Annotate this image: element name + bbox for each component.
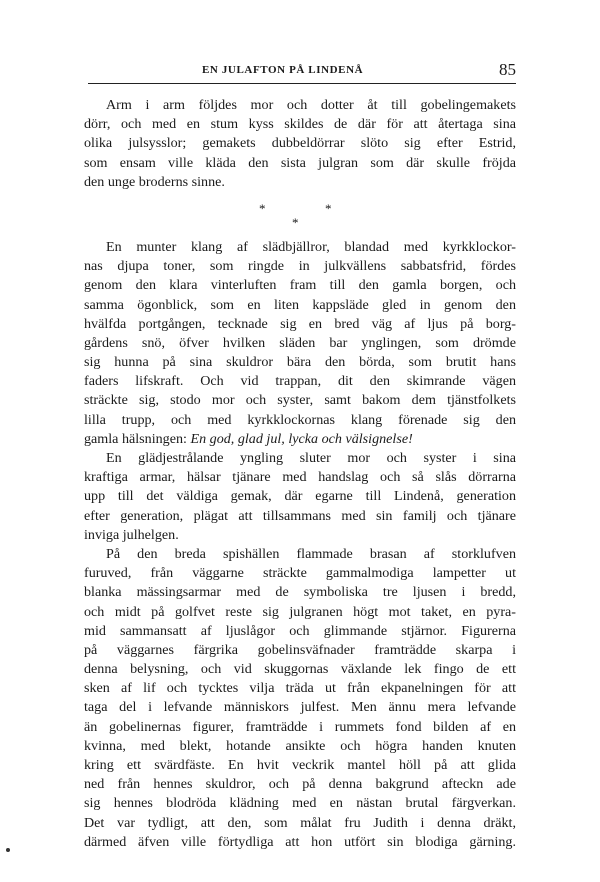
body-text [84,96,516,852]
text-line: kvinna, med blekt, hotande ansikte och högra handen knuten [84,737,516,754]
text-line: gårdens snö, öfver hvilken släden bar ynglingen, som drömde [84,334,516,351]
text-line: kring ett svärdfäste. En hvit veckrik mantel höll på att glida [84,757,516,773]
margin-speck [6,848,10,852]
asterisk-ornament: * [292,214,299,230]
text-line: sig hunna på sina skuldror bära den börda, som brutit hans [84,354,516,371]
text-line: ned från hennes skuldror, och på denna bakgrund afteckn ade [84,776,516,793]
text-line: på väggarnes färgrika gobelinsväfnader framträdde skarpa i [84,641,516,658]
running-title: EN JULAFTON PÅ LINDENÅ [202,64,364,76]
text-line: En glädjestrålande yngling sluter mor och syster i sina [106,450,516,466]
text-line: efter generation, plägat att tillsammans med sin familj och tjänare [84,507,516,524]
section-separator [84,196,516,238]
paragraph-3 [84,449,516,545]
text-line: kraftiga armar, hälsar tjänare med handslag och så slås dörrarna [84,469,516,486]
paragraph-4 [84,545,516,852]
text-line: mid sammansatt af ljuslågor och glimmande stjärnor. Figurerna [84,622,516,639]
asterisk-ornament: * [259,200,266,216]
text-line: sig hennes blodröda klädning med en nästan brutal färgverkan. [84,795,516,812]
text-line: den unge broderns sinne. [84,173,225,190]
text-line: furuved, från väggarne sträckte gammalmodiga lampetter ut [84,565,516,582]
text-line: hvälfda portgången, tecknade sig en bred väg af ljus på borg- [84,315,516,332]
text-line: sträckte sig, stodo mor och syster, samt bakom dem tjänstfolkets [84,392,516,409]
text-line: faders lifskraft. Och vid trappan, dit den skimrande vägen [84,373,516,390]
text-line: därmed äfven ville förtydliga att hon utfört sin blodiga gärning. [84,833,516,850]
greeting-line [84,430,516,449]
text-line: inviga julhelgen. [84,526,179,543]
text-line: upp till det väldiga gemak, där egarne till Lindenå, generation [84,488,516,505]
text-line: taga del i lefvande människors julfest. Men ännu mera lefvande [84,699,516,716]
text-line: På den breda spishällen flammade brasan af storklufven [106,545,516,562]
paragraph-2 [84,238,516,449]
text-line: blanka mässingsarmar med de symboliska tre ljusen i bredd, [84,584,516,601]
text-line: Det var tydligt, att den, som målat fru Judith i denna dräkt, [84,814,516,831]
greeting-italic: En god, glad jul, lycka och välsignelse! [190,430,413,447]
text-line: än gobelinernas figurer, framträdde i rummets fond bilden af en [84,718,516,735]
text-line: Arm i arm följdes mor och dotter åt till gobelingemakets [106,97,516,113]
text-line: nas djupa toner, som ringde in julkvällens sabbatsfrid, fördes [84,258,516,275]
header-rule [88,83,516,84]
running-head [86,60,516,82]
text-line: sken af lif och tycktes vilja träda ut från ekpanelningen för att [84,680,516,697]
text-line: och midt på golfvet reste sig julgranen högt mot taket, en pyra- [84,603,516,620]
text-line: dörr, och med en stum kyss skildes de där för att återtaga sina [84,116,516,133]
greeting-prefix: gamla hälsningen: [84,430,187,447]
text-line: genom den klara vinterluften fram till den gamla borgen, och [84,277,516,294]
text-line: samma ögonblick, som en liten kappsläde gled in genom den [84,296,516,313]
text-line: En munter klang af slädbjällror, blandad med kyrkklockor- [106,238,516,255]
text-line: olika julsysslor; gemakets dubbeldörrar slöto sig efter Estrid, [84,135,516,152]
text-line: som ensam ville kläda den sista julgran som där skulle fröjda [84,154,516,171]
paragraph-1 [84,96,516,192]
page-number: 85 [499,60,516,79]
asterisk-ornament: * [325,200,332,216]
text-line: denna belysning, och vid skuggornas växlande lek fingo de ett [84,661,516,678]
text-line: lilla trupp, och med kyrkklockornas klang förenade sig den [84,411,516,428]
